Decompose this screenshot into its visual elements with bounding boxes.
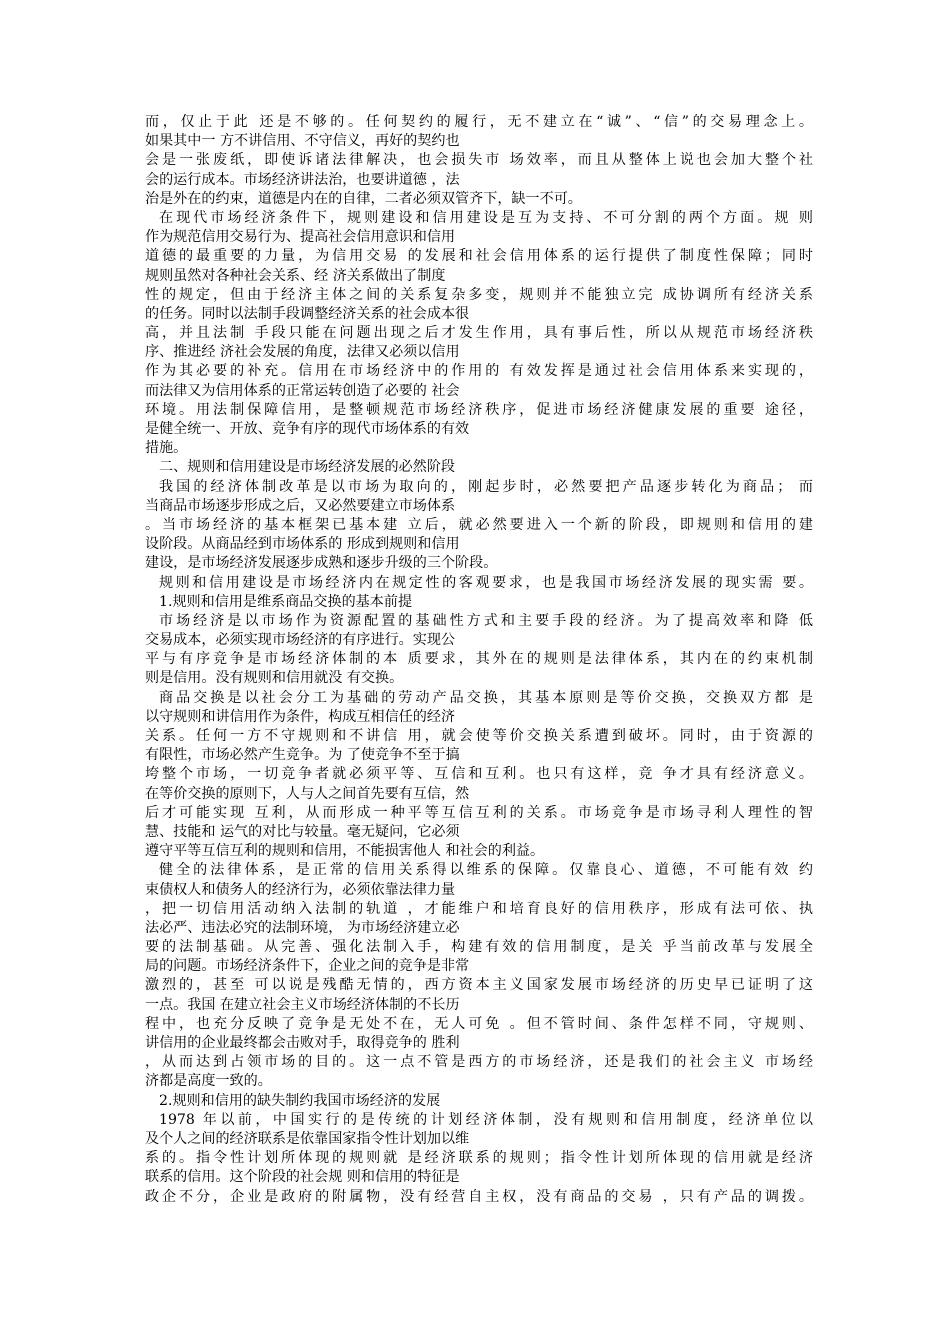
text-line: 联系的信用。这个阶段的社会规 则和信用的特征是 — [145, 1169, 460, 1186]
text-line: 作为规范信用交易行为、提高社会信用意识和信用 — [145, 229, 456, 246]
text-line: 法必严、违法必究的法制环境， 为市场经济建立必 — [145, 919, 460, 936]
text-line: 及个人之间的经济联系是依靠国家指令性计划加以维 — [145, 1130, 470, 1147]
text-line: 2.规则和信用的缺失制约我国市场经济的发展 — [159, 1092, 441, 1109]
text-line: 规则和信用建设是市场经济内在规定性的客观要求，也是我国市场经济发展的现实需 要。 — [159, 574, 813, 591]
text-line: 以守规则和讲信用作为条件，构成互相信任的经济 — [145, 708, 456, 725]
text-line: 要的法制基础。从完善、强化法制入手，构建有效的信用制度，是关 乎当前改革与发展全 — [145, 939, 813, 956]
text-line: 激烈的，甚至 可以说是残酷无情的，西方资本主义国家发展市场经济的历史早已证明了这 — [145, 977, 813, 994]
text-line: ，从而达到占领市场的目的。这一点不管是西方的市场经济，还是我们的社会主义 市场经 — [145, 1054, 813, 1071]
text-line: 在现代市场经济条件下，规则建设和信用建设是互为支持、不可分割的两个方面。规 则 — [159, 209, 813, 226]
text-line: 的任务。同时以法制手段调整经济关系的社会成本很 — [145, 305, 470, 322]
text-line: 有限性，市场必然产生竞争。为 了使竞争不至于搞 — [145, 747, 460, 764]
text-line: 局的问题。市场经济条件下，企业之间的竞争是非常 — [145, 958, 470, 975]
text-line: 序、推进经 济社会发展的角度，法律又必须以信用 — [145, 344, 460, 361]
text-line: 讲信用的企业最终都会击败对手，取得竞争的 胜利 — [145, 1035, 460, 1051]
text-line: 商品交换是以社会分工为基础的劳动产品交换，其基本原则是等价交换，交换双方都 是 — [159, 689, 813, 706]
text-line: 遵守平等互信互利的规则和信用，不能损害他人 和社会的利益。 — [145, 843, 545, 860]
text-line: 后才可能实现 互利，从而形成一种平等互信互利的关系。市场竞争是市场寻利人理性的智 — [145, 804, 813, 821]
text-line: 交易成本，必须实现市场经济的有序进行。实现公 — [145, 632, 456, 649]
text-line: 会是一张废纸，即使诉诸法律解决，也会损失市 场效率，而且从整体上说也会加大整个社 — [145, 152, 813, 169]
text-line: 慧、技能和 运气的对比与较量。毫无疑问，它必须 — [145, 823, 460, 840]
text-line: 建设，是市场经济发展逐步成熟和逐步升级的三个阶段。 — [145, 555, 498, 572]
text-line: 是健全统一、开放、竞争有序的现代市场体系的有效 — [145, 421, 470, 437]
text-line: 市场经济是以市场作为资源配置的基础性方式和主要手段的经济。为了提高效率和降 低 — [159, 612, 813, 629]
text-line: 1978 年以前，中国实行的是传统的计划经济体制，没有规则和信用制度，经济单位以 — [159, 1111, 813, 1128]
text-line: 性的规定，但由于经济主体之间的关系复杂多变，规则并不能独立完 成协调所有经济关系 — [145, 286, 813, 303]
text-line: 1.规则和信用是维系商品交换的基本前提 — [159, 593, 413, 610]
text-line: 措施。 — [145, 440, 188, 457]
text-line: 如果其中一 方不讲信用、不守信义，再好的契约也 — [145, 133, 460, 150]
text-line: 束债权人和债务人的经济行为，必须依靠法律力量 — [145, 881, 456, 898]
text-line: 我国的经济体制改革是以市场为取向的，刚起步时，必然要把产品逐步转化为商品； 而 — [159, 478, 813, 495]
text-line: 作为其必要的补充。信用在市场经济中的作用的 有效发挥是通过社会信用体系来实现的， — [145, 363, 813, 380]
text-line: 规则虽然对各种社会关系、经 济关系做出了制度 — [145, 267, 446, 284]
text-line: ，把一切信用活动纳入法制的轨道 ，才能维户和培育良好的信用秩序，形成有法可依、执 — [145, 900, 813, 917]
text-line: 当商品市场逐步形成之后，又必然要建立市场体系 — [145, 497, 456, 514]
text-line: 政企不分，企业是政府的附属物，没有经营自主权，没有商品的交易 ，只有产品的调拨。 — [145, 1188, 813, 1205]
text-line: 系的。指令性计划所体现的规则就 是经济联系的规则；指令性计划所体现的信用就是经济 — [145, 1150, 813, 1167]
text-line: 。当市场经济的基本框架已基本建 立后，就必然要进入一个新的阶段，即规则和信用的建 — [145, 516, 813, 533]
text-line: 一点。我国 在建立社会主义市场经济体制的不长历 — [145, 996, 460, 1013]
text-line: 会的运行成本。市场经济讲法治，也要讲道德 ，法 — [145, 171, 460, 188]
text-line: 济都是高度一致的。 — [145, 1073, 272, 1090]
text-line: 则是信用。没有规则和信用就没 有交换。 — [145, 670, 404, 687]
text-line: 二、规则和信用建设是市场经济发展的必然阶段 — [159, 459, 455, 476]
text-line: 治是外在的约束，道德是内在的自律，二者必须双管齐下，缺一不可。 — [145, 190, 582, 207]
text-line: 而法律又为信用体系的正常运转创造了必要的 社会 — [145, 382, 460, 399]
text-line: 道德的最重要的力量，为信用交易 的发展和社会信用体系的运行提供了制度性保障；同时 — [145, 248, 813, 265]
text-line: 程中，也充分反映了竞争是无处不在，无人可免 。但不管时间、条件怎样不同，守规则、 — [145, 1015, 813, 1032]
text-line: 垮整个市场，一切竞争者就必须平等、互信和互利。也只有这样，竞 争才具有经济意义。 — [145, 766, 813, 783]
text-line: 平与有序竞争是市场经济体制的本 质要求，其外在的规则是法律体系，其内在的约束机制 — [145, 651, 813, 668]
document-body — [145, 113, 813, 1207]
text-line: 而，仅止于此 还是不够的。任何契约的履行，无不建立在“诚”、“信”的交易理念上。 — [145, 114, 813, 130]
text-line: 健全的法律体系，是正常的信用关系得以维系的保障。仅靠良心、道德，不可能有效 约 — [159, 862, 813, 879]
text-line: 高，并且法制 手段只能在问题出现之后才发生作用，具有事后性，所以从规范市场经济秩 — [145, 325, 813, 342]
text-line: 在等价交换的原则下，人与人之间首先要有互信，然 — [145, 785, 470, 802]
text-line: 环境。用法制保障信用，是整顿规范市场经济秩序，促进市场经济健康发展的重要 途径， — [145, 401, 813, 418]
text-line: 设阶段。从商品经到市场体系的 形成到规则和信用 — [145, 536, 460, 553]
text-line: 关系。任何一方不守规则和不讲信 用，就会使等价交换关系遭到破坏。同时，由于资源的 — [145, 728, 813, 744]
